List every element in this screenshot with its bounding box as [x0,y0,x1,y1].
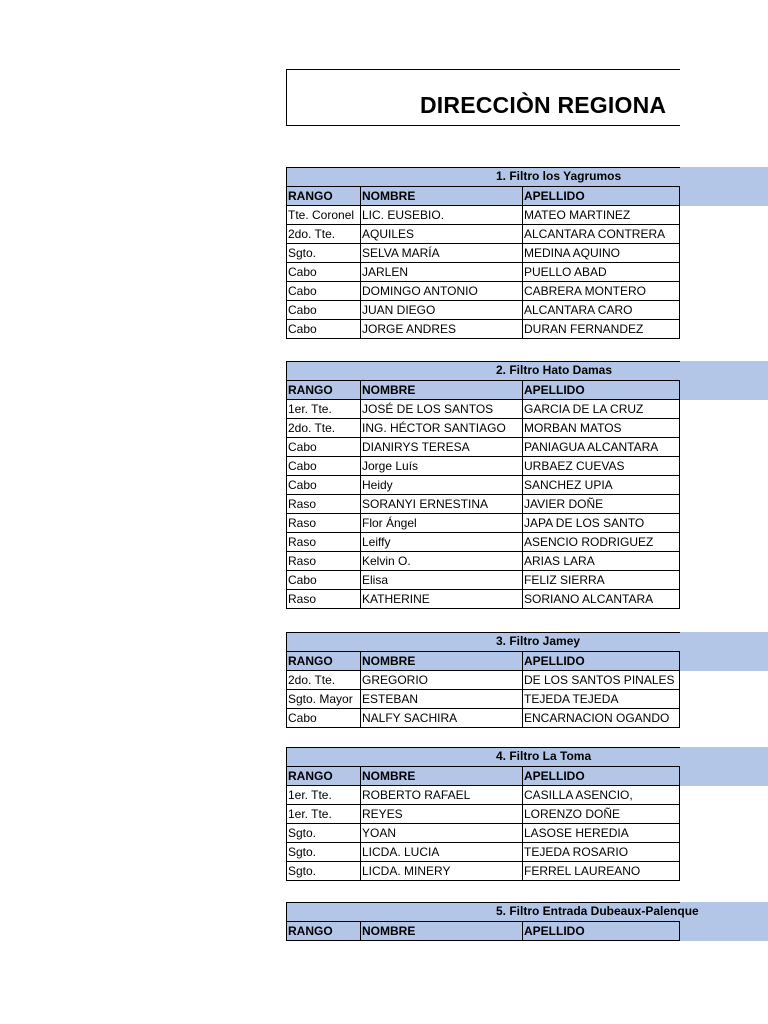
table-row [286,476,680,495]
filter-section [286,747,768,881]
rango-cell: 1er. Tte. [286,805,360,824]
nombre-cell: JARLEN [360,263,522,282]
nombre-cell: Leiffy [360,533,522,552]
rango-cell: 1er. Tte. [286,400,360,419]
apellido-cell: ASENCIO RODRIGUEZ [522,533,680,552]
section-title: 3. Filtro Jamey [496,634,581,648]
apellido-cell: LASOSE HEREDIA [522,824,680,843]
table-row [286,263,680,282]
rango-cell: Cabo [286,438,360,457]
nombre-cell: Flor Ángel [360,514,522,533]
section-title: 2. Filtro Hato Damas [496,363,613,377]
column-header-row [286,187,680,206]
column-header-nombre: NOMBRE [360,922,522,941]
nombre-cell: JORGE ANDRES [360,320,522,339]
apellido-cell: CABRERA MONTERO [522,282,680,301]
rango-cell: Tte. Coronel [286,206,360,225]
title-box [286,69,680,126]
rango-cell: Cabo [286,282,360,301]
rango-cell: Cabo [286,301,360,320]
rango-cell: Cabo [286,571,360,590]
column-header-apellido: APELLIDO [522,381,680,400]
table-row [286,282,680,301]
column-header-apellido: APELLIDO [522,922,680,941]
rango-cell: Sgto. [286,824,360,843]
table-row [286,457,680,476]
table-row [286,805,680,824]
nombre-cell: SELVA MARÍA [360,244,522,263]
rango-cell: Raso [286,514,360,533]
apellido-cell: ALCANTARA CONTRERA [522,225,680,244]
column-header-rango: RANGO [286,922,360,941]
table-row [286,690,680,709]
table-row [286,514,680,533]
apellido-cell: MORBAN MATOS [522,419,680,438]
nombre-cell: Elisa [360,571,522,590]
nombre-cell: SORANYI ERNESTINA [360,495,522,514]
nombre-cell: JOSÉ DE LOS SANTOS [360,400,522,419]
rango-cell: Sgto. [286,843,360,862]
filter-section [286,361,768,609]
nombre-cell: DIANIRYS TERESA [360,438,522,457]
column-header-apellido: APELLIDO [522,767,680,786]
table-row [286,400,680,419]
apellido-cell: PANIAGUA ALCANTARA [522,438,680,457]
rango-cell: Sgto. Mayor [286,690,360,709]
table-row [286,843,680,862]
section-header [286,361,680,381]
rango-cell: 1er. Tte. [286,786,360,805]
nombre-cell: Jorge Luís [360,457,522,476]
apellido-cell: URBAEZ CUEVAS [522,457,680,476]
table-row [286,206,680,225]
apellido-cell: PUELLO ABAD [522,263,680,282]
apellido-cell: FERREL LAUREANO [522,862,680,881]
apellido-cell: DE LOS SANTOS PINALES [522,671,680,690]
column-header-nombre: NOMBRE [360,767,522,786]
rango-cell: 2do. Tte. [286,671,360,690]
column-header-row [286,767,680,786]
nombre-cell: AQUILES [360,225,522,244]
table-row [286,786,680,805]
nombre-cell: Kelvin O. [360,552,522,571]
apellido-cell: LORENZO DOÑE [522,805,680,824]
apellido-cell: ALCANTARA CARO [522,301,680,320]
rango-cell: Cabo [286,320,360,339]
section-title: 1. Filtro los Yagrumos [496,169,622,183]
table-row [286,320,680,339]
column-header-apellido: APELLIDO [522,652,680,671]
nombre-cell: YOAN [360,824,522,843]
nombre-cell: ING. HÉCTOR SANTIAGO [360,419,522,438]
column-header-row [286,922,680,941]
section-title: 5. Filtro Entrada Dubeaux-Palenque [496,904,699,918]
rango-cell: Sgto. [286,244,360,263]
column-header-row [286,381,680,400]
section-title: 4. Filtro La Toma [496,749,592,763]
section-header [286,902,699,922]
table-row [286,225,680,244]
column-header-rango: RANGO [286,187,360,206]
nombre-cell: DOMINGO ANTONIO [360,282,522,301]
filter-section [286,632,768,728]
apellido-cell: CASILLA ASENCIO, [522,786,680,805]
apellido-cell: MEDINA AQUINO [522,244,680,263]
table-row [286,419,680,438]
rango-cell: Raso [286,533,360,552]
nombre-cell: KATHERINE [360,590,522,609]
rango-cell: 2do. Tte. [286,225,360,244]
nombre-cell: NALFY SACHIRA [360,709,522,728]
apellido-cell: TEJEDA TEJEDA [522,690,680,709]
rango-cell: Raso [286,552,360,571]
nombre-cell: LICDA. MINERY [360,862,522,881]
apellido-cell: TEJEDA ROSARIO [522,843,680,862]
table-row [286,671,680,690]
nombre-cell: JUAN DIEGO [360,301,522,320]
nombre-cell: ESTEBAN [360,690,522,709]
apellido-cell: ARIAS LARA [522,552,680,571]
rango-cell: Cabo [286,263,360,282]
rango-cell: Raso [286,495,360,514]
section-header [286,167,680,187]
nombre-cell: GREGORIO [360,671,522,690]
filter-section [286,167,768,339]
table-row [286,533,680,552]
column-header-row [286,652,680,671]
table-row [286,438,680,457]
column-header-nombre: NOMBRE [360,187,522,206]
apellido-cell: SORIANO ALCANTARA [522,590,680,609]
table-row [286,590,680,609]
apellido-cell: MATEO MARTINEZ [522,206,680,225]
table-row [286,824,680,843]
column-header-rango: RANGO [286,652,360,671]
nombre-cell: REYES [360,805,522,824]
table-row [286,571,680,590]
column-header-nombre: NOMBRE [360,381,522,400]
apellido-cell: ENCARNACION OGANDO [522,709,680,728]
nombre-cell: ROBERTO RAFAEL [360,786,522,805]
rango-cell: Cabo [286,476,360,495]
section-header [286,747,680,767]
section-header [286,632,680,652]
column-header-rango: RANGO [286,767,360,786]
apellido-cell: JAPA DE LOS SANTO [522,514,680,533]
column-header-rango: RANGO [286,381,360,400]
apellido-cell: FELIZ SIERRA [522,571,680,590]
apellido-cell: SANCHEZ UPIA [522,476,680,495]
apellido-cell: JAVIER DOÑE [522,495,680,514]
nombre-cell: LIC. EUSEBIO. [360,206,522,225]
nombre-cell: LICDA. LUCIA [360,843,522,862]
nombre-cell: Heidy [360,476,522,495]
column-header-nombre: NOMBRE [360,652,522,671]
apellido-cell: DURAN FERNANDEZ [522,320,680,339]
rango-cell: 2do. Tte. [286,419,360,438]
rango-cell: Sgto. [286,862,360,881]
filter-section [286,902,768,941]
table-row [286,244,680,263]
table-row [286,552,680,571]
table-row [286,862,680,881]
column-header-apellido: APELLIDO [522,187,680,206]
table-row [286,709,680,728]
rango-cell: Cabo [286,709,360,728]
page-title: DIRECCIÒN REGIONA [420,92,667,118]
rango-cell: Cabo [286,457,360,476]
table-row [286,301,680,320]
table-row [286,495,680,514]
rango-cell: Raso [286,590,360,609]
apellido-cell: GARCIA DE LA CRUZ [522,400,680,419]
